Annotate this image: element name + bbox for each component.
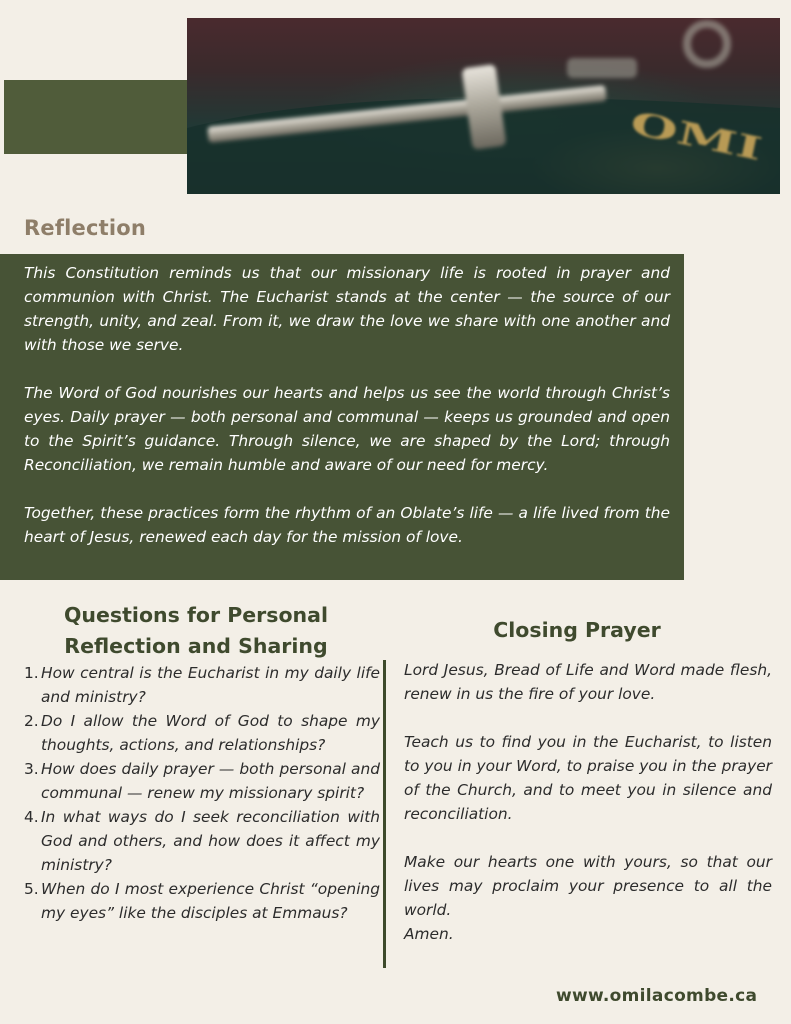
closing-prayer-title: Closing Prayer <box>493 618 661 642</box>
cross-on-book-image <box>187 18 780 194</box>
questions-list <box>20 661 380 925</box>
question-text: Do I allow the Word of God to shape my thoughts, actions, and relationships? <box>41 712 380 754</box>
question-text: How central is the Eucharist in my daily life and ministry? <box>41 664 380 706</box>
prayer-amen: Amen. <box>404 925 454 943</box>
reflection-paragraph: This Constitution reminds us that our missionary life is rooted in prayer and communion with Christ. The Eucharist stands at the center — the source of our strength, unity, and zeal. From it, we draw the love we share with one another and with those we serve. <box>24 264 670 354</box>
reflection-heading: Reflection <box>24 216 147 240</box>
prayer-paragraph: Make our hearts one with yours, so that our lives may proclaim your presence to all the world. <box>404 853 772 919</box>
accent-bar <box>4 80 190 154</box>
question-number: 1. <box>24 664 39 682</box>
question-text: When do I most experience Christ “opening my eyes” like the disciples at Emmaus? <box>41 880 380 922</box>
header-photo <box>187 18 780 194</box>
question-number: 2. <box>24 712 39 730</box>
question-number: 3. <box>24 760 39 778</box>
question-item <box>20 805 380 877</box>
reflection-box <box>0 254 684 580</box>
question-item <box>20 757 380 805</box>
omi-emblem: OMI <box>627 103 766 168</box>
website-link[interactable]: www.omilacombe.ca <box>556 986 758 1006</box>
prayer-paragraph: Teach us to find you in the Eucharist, to listen to you in your Word, to praise you in the prayer of the Church, and to meet you in silence and reconciliation. <box>404 733 772 823</box>
questions-title: Questions for Personal Reflection and Sharing <box>64 603 328 658</box>
column-divider <box>383 660 386 968</box>
question-number: 4. <box>24 808 39 826</box>
reflection-paragraph: The Word of God nourishes our hearts and helps us see the world through Christ’s eyes. Daily prayer — both personal and communal — keeps us grounded and open to the Spirit’s guidance. Through silence, we are shaped by the Lord; through Reconciliation, we remain humble and aware of our need for mercy. <box>24 384 670 474</box>
closing-prayer-body <box>404 658 772 970</box>
prayer-paragraph: Lord Jesus, Bread of Life and Word made flesh, renew in us the fire of your love. <box>404 661 772 703</box>
question-number: 5. <box>24 880 39 898</box>
question-item <box>20 661 380 709</box>
question-text: In what ways do I seek reconciliation with God and others, and how does it affect my ministry? <box>41 808 380 874</box>
question-text: How does daily prayer — both personal and communal — renew my missionary spirit? <box>41 760 380 802</box>
question-item <box>20 877 380 925</box>
reflection-paragraph: Together, these practices form the rhythm of an Oblate’s life — a life lived from the heart of Jesus, renewed each day for the mission of love. <box>24 504 670 546</box>
question-item <box>20 709 380 757</box>
